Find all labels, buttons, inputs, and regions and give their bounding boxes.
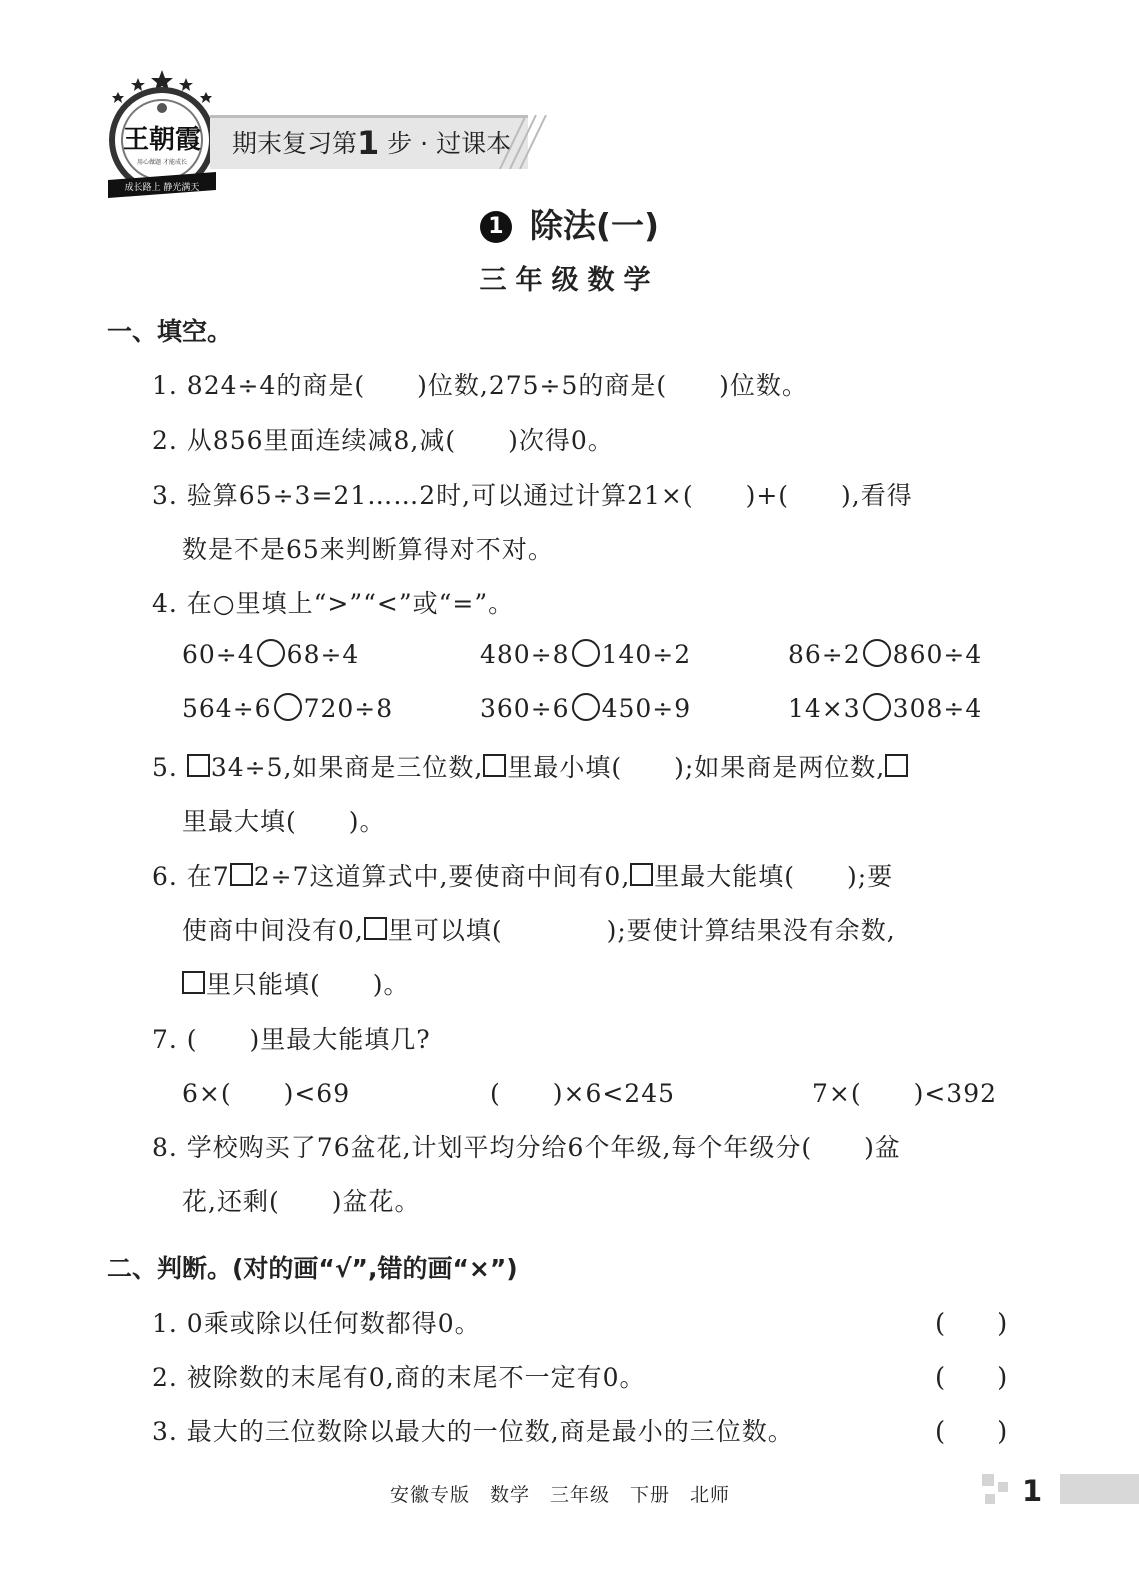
question-7-item: ( )×6<245 xyxy=(490,1079,676,1108)
footer-decor-square xyxy=(998,1482,1008,1492)
blank-box xyxy=(187,754,210,777)
question-7-item: 6×( )<69 xyxy=(182,1079,351,1108)
compare-circle[interactable] xyxy=(572,693,600,721)
blank-box xyxy=(364,917,387,940)
compare-circle[interactable] xyxy=(274,693,302,721)
compare-item: 14×3 308÷4 xyxy=(788,694,983,723)
question-5-line2: 里最大填( )。 xyxy=(182,807,386,836)
section2-heading: 二、判断。(对的画“√”,错的画“×”) xyxy=(107,1254,518,1283)
section1-heading: 一、填空。 xyxy=(107,317,233,346)
compare-item: 86÷2 860÷4 xyxy=(788,640,983,669)
banner-step-number: 1 xyxy=(357,124,380,162)
compare-circle[interactable] xyxy=(257,639,285,667)
footer-decor-square xyxy=(982,1474,994,1486)
question-6-line3: 里只能填( )。 xyxy=(182,965,410,1001)
question-6-line2: 使商中间没有0, 里可以填( );要使计算结果没有余数, xyxy=(182,916,896,945)
question-8-line1: 8. 学校购买了76盆花,计划平均分给6个年级,每个年级分( )盆 xyxy=(152,1133,901,1162)
question-2: 2. 从856里面连续减8,减( )次得0。 xyxy=(152,426,614,455)
judge-item: 2. 被除数的末尾有0,商的末尾不一定有0。 xyxy=(152,1363,646,1392)
question-6-line1: 6. 在7 2÷7这道算式中,要使商中间有0, 里最大能填( );要 xyxy=(152,862,894,891)
blank-box xyxy=(630,863,653,886)
question-5-line1: 5. 34÷5,如果商是三位数, 里最小填( );如果商是两位数, xyxy=(152,748,909,784)
question-7: 7. ( )里最大能填几? xyxy=(152,1025,431,1054)
compare-circle[interactable] xyxy=(863,639,891,667)
page-number-bar xyxy=(1060,1474,1139,1504)
answer-paren[interactable]: ( ) xyxy=(935,1417,1008,1447)
question-4: 4. 在○里填上“>”“<”或“=”。 xyxy=(152,589,515,618)
blank-box xyxy=(885,754,908,777)
blank-box xyxy=(182,971,205,994)
answer-paren[interactable]: ( ) xyxy=(935,1309,1008,1339)
judge-item: 3. 最大的三位数除以最大的一位数,商是最小的三位数。 xyxy=(152,1417,794,1446)
question-3-line1: 3. 验算65÷3=21……2时,可以通过计算21×( )+( ),看得 xyxy=(152,481,913,510)
svg-text:成长路上 静光满天: 成长路上 静光满天 xyxy=(124,183,200,193)
judge-item: 1. 0乘或除以任何数都得0。 xyxy=(152,1309,481,1338)
wangzhaoxia-logo xyxy=(100,68,224,203)
compare-circle[interactable] xyxy=(863,693,891,721)
question-8-line2: 花,还剩( )盆花。 xyxy=(182,1187,421,1216)
question-1: 1. 824÷4的商是( )位数,275÷5的商是( )位数。 xyxy=(152,371,808,400)
footer-decor-square xyxy=(985,1494,995,1504)
title-number-badge: 1 xyxy=(480,211,512,243)
compare-item: 564÷6 720÷8 xyxy=(182,694,394,723)
compare-item: 480÷8 140÷2 xyxy=(480,640,692,669)
banner-text: 期末复习第1 步 · 过课本 xyxy=(232,124,512,162)
answer-paren[interactable]: ( ) xyxy=(935,1363,1008,1393)
svg-text:用心做题 才能成长: 用心做题 才能成长 xyxy=(137,159,187,166)
compare-circle[interactable] xyxy=(572,639,600,667)
footer-text: 安徽专版 数学 三年级 下册 北师 xyxy=(390,1484,731,1506)
blank-box xyxy=(483,754,506,777)
question-3-line2: 数是不是65来判断算得对不对。 xyxy=(182,535,554,564)
page-number: 1 xyxy=(1022,1474,1043,1508)
blank-box xyxy=(230,863,253,886)
svg-text:王朝霞: 王朝霞 xyxy=(122,125,202,155)
compare-item: 60÷4 68÷4 xyxy=(182,640,360,669)
question-7-item: 7×( )<392 xyxy=(812,1079,998,1108)
page-title: 1 除法(一) xyxy=(0,200,1139,247)
compare-item: 360÷6 450÷9 xyxy=(480,694,692,723)
page-subtitle: 三年级数学 xyxy=(479,265,660,296)
